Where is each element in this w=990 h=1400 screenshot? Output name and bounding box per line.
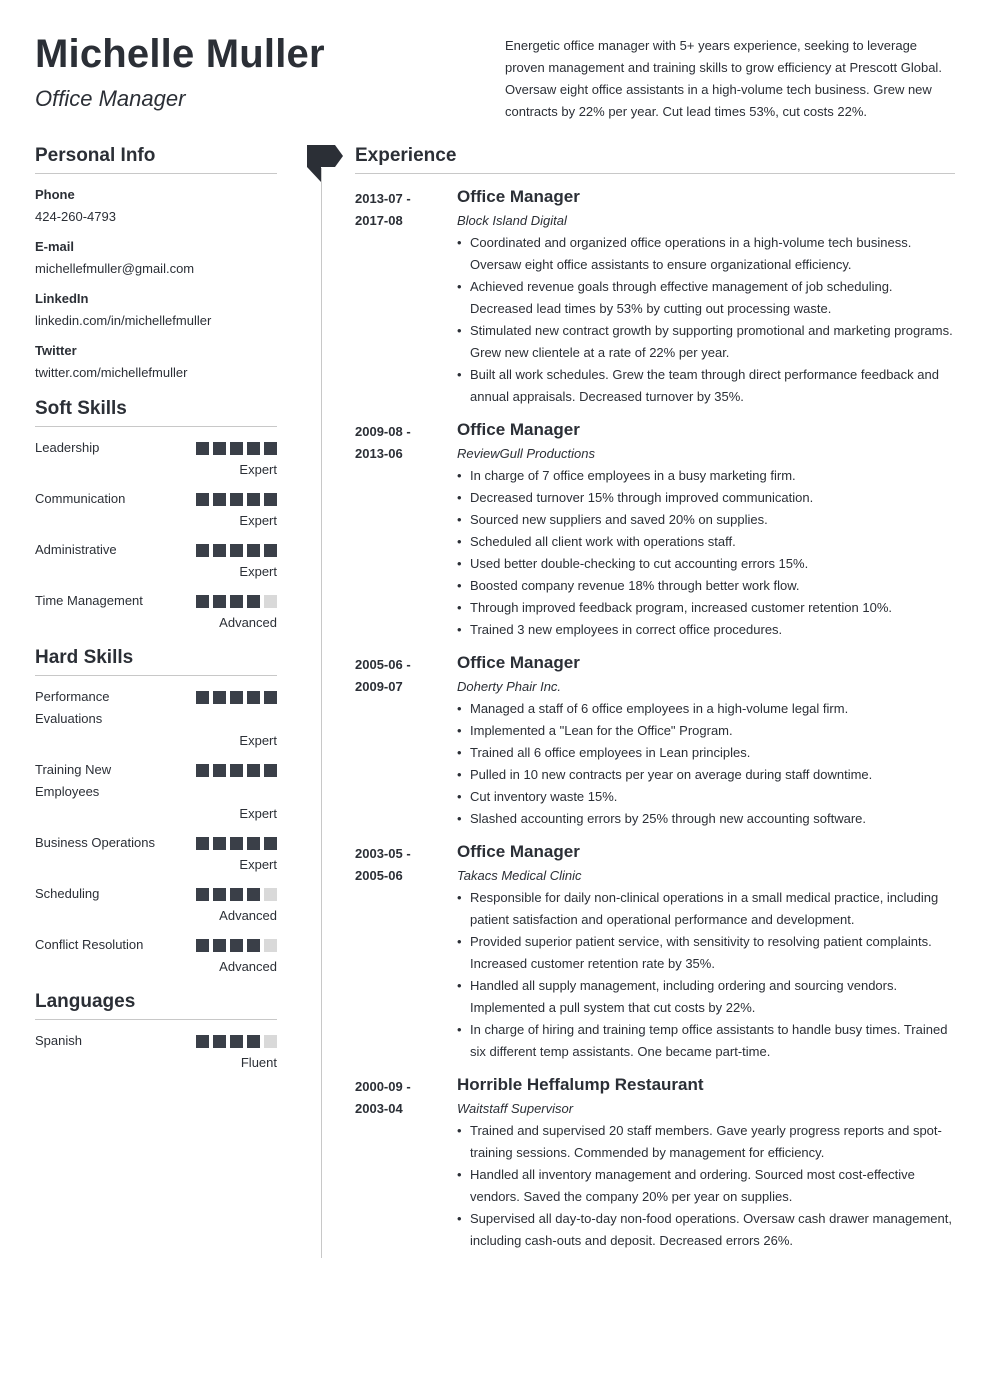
rating-dot-filled	[230, 939, 243, 952]
job-bullet: • Provided superior patient service, with sensitivity to resolving patient complaints. Increased customer retention rate by 35%.	[457, 931, 955, 975]
job-title: Office Manager	[457, 420, 580, 439]
skill-level: Expert	[239, 733, 277, 748]
rating-dot-filled	[230, 888, 243, 901]
job-body	[457, 419, 955, 641]
info-value: linkedin.com/in/michellefmuller	[35, 313, 212, 328]
skill-item	[35, 686, 277, 751]
skill-row	[35, 686, 277, 730]
skill-level: Expert	[239, 564, 277, 579]
info-value: michellefmuller@gmail.com	[35, 261, 195, 276]
rating-dot-filled	[213, 939, 226, 952]
rating-dot-filled	[213, 442, 226, 455]
rating-dot-filled	[213, 1035, 226, 1048]
job-entry	[355, 186, 955, 408]
info-label: E-mail	[35, 239, 75, 254]
skill-row	[35, 488, 277, 510]
job-bullet: • Handled all supply management, including ordering and sourcing vendors. Implemented a pull system that cut costs by 22%.	[457, 975, 955, 1019]
rating-dot-empty	[264, 888, 277, 901]
job-bullet: • Handled all inventory management and ordering. Sourced most cost-effective vendors. Saved the company 20% per year on supplies.	[457, 1164, 955, 1208]
job-bullet: • Used better double-checking to cut accounting errors 15%.	[457, 553, 955, 575]
personal-info-list	[35, 184, 277, 384]
job-company: Block Island Digital	[457, 213, 567, 228]
job-entry	[355, 1074, 955, 1252]
info-value: 424-260-4793	[35, 209, 116, 224]
job-company: Doherty Phair Inc.	[457, 679, 562, 694]
job-end-date: 2003-04	[355, 1101, 403, 1116]
info-label: Twitter	[35, 343, 77, 358]
rating-dot-filled	[213, 595, 226, 608]
info-label: Phone	[35, 187, 75, 202]
rating-dot-filled	[247, 764, 260, 777]
rating-dot-filled	[247, 691, 260, 704]
job-body	[457, 186, 955, 408]
skill-level: Expert	[239, 513, 277, 528]
soft-skills-heading: Soft Skills	[35, 398, 277, 427]
experience-section	[355, 145, 955, 1263]
job-start-date: 2013-07 -	[355, 191, 411, 206]
skill-level: Expert	[239, 806, 277, 821]
job-entry	[355, 419, 955, 641]
skill-row	[35, 934, 277, 956]
timeline-line	[321, 168, 322, 1258]
candidate-name: Michelle Muller	[35, 32, 325, 76]
info-label: LinkedIn	[35, 291, 89, 306]
skill-rating	[196, 764, 277, 777]
rating-dot-filled	[196, 493, 209, 506]
job-bullets	[457, 465, 955, 641]
flag-icon	[307, 145, 345, 183]
skill-name: Leadership	[35, 440, 100, 455]
skill-row	[35, 832, 277, 854]
job-bullet: • Cut inventory waste 15%.	[457, 786, 955, 808]
job-start-date: 2000-09 -	[355, 1079, 411, 1094]
rating-dot-filled	[247, 1035, 260, 1048]
rating-dot-filled	[264, 691, 277, 704]
info-value: twitter.com/michellefmuller	[35, 365, 188, 380]
skill-level: Expert	[239, 462, 277, 477]
rating-dot-filled	[264, 442, 277, 455]
rating-dot-filled	[230, 1035, 243, 1048]
job-bullets	[457, 698, 955, 830]
job-bullets	[457, 232, 955, 408]
skill-row	[35, 883, 277, 905]
skill-item	[35, 488, 277, 531]
job-bullet: • Through improved feedback program, increased customer retention 10%.	[457, 597, 955, 619]
job-bullet: • Managed a staff of 6 office employees in a high-volume legal firm.	[457, 698, 955, 720]
hard-skills-heading: Hard Skills	[35, 647, 277, 676]
skill-level: Expert	[239, 857, 277, 872]
rating-dot-filled	[264, 493, 277, 506]
skill-item	[35, 759, 277, 824]
job-end-date: 2017-08	[355, 213, 403, 228]
job-start-date: 2003-05 -	[355, 846, 411, 861]
job-entry	[355, 841, 955, 1063]
rating-dot-filled	[196, 939, 209, 952]
job-bullets	[457, 1120, 955, 1252]
skill-name: Time Management	[35, 593, 143, 608]
rating-dot-filled	[230, 493, 243, 506]
job-bullets	[457, 887, 955, 1063]
rating-dot-filled	[213, 544, 226, 557]
skill-rating	[196, 442, 277, 455]
job-bullet: • Supervised all day-to-day non-food operations. Oversaw cash drawer management, including cash-outs and deposit. Decreased errors 26%.	[457, 1208, 955, 1252]
skill-item	[35, 590, 277, 633]
skill-name: Scheduling	[35, 886, 100, 901]
rating-dot-filled	[213, 837, 226, 850]
job-bullet: • Coordinated and organized office operations in a high-volume tech business. Oversaw eight office assistants to ensure organizational efficiency.	[457, 232, 955, 276]
skill-name: Spanish	[35, 1033, 82, 1048]
skill-row	[35, 759, 277, 803]
rating-dot-empty	[264, 1035, 277, 1048]
job-bullet: • Boosted company revenue 18% through better work flow.	[457, 575, 955, 597]
job-bullet: • Responsible for daily non-clinical operations in a small medical practice, including patient satisfaction and operational performance and development.	[457, 887, 955, 931]
job-bullet: • Trained 3 new employees in correct office procedures.	[457, 619, 955, 641]
summary-paragraph: Energetic office manager with 5+ years experience, seeking to leverage proven management and training skills to grow efficiency at Prescott Global. Oversaw eight office assistants in a high-volume tech business. Grew new contracts by 22% per year. Cut lead times 53%, cut costs 22%.	[505, 38, 942, 119]
job-bullet: • In charge of hiring and training temp office assistants to handle busy times. Trained six different temp assistants. One became part-time.	[457, 1019, 955, 1063]
skill-item	[35, 934, 277, 977]
skill-item	[35, 539, 277, 582]
rating-dot-filled	[230, 442, 243, 455]
rating-dot-filled	[196, 837, 209, 850]
rating-dot-filled	[230, 595, 243, 608]
experience-heading: Experience	[355, 145, 955, 174]
rating-dot-filled	[247, 544, 260, 557]
left-column	[35, 145, 277, 1081]
rating-dot-filled	[213, 691, 226, 704]
skill-rating	[196, 493, 277, 506]
candidate-title: Office Manager	[35, 86, 186, 111]
job-bullet: • Trained all 6 office employees in Lean principles.	[457, 742, 955, 764]
skill-rating	[196, 939, 277, 952]
rating-dot-filled	[196, 764, 209, 777]
job-bullet: • Decreased turnover 15% through improved communication.	[457, 487, 955, 509]
skill-item	[35, 832, 277, 875]
rating-dot-filled	[230, 544, 243, 557]
rating-dot-filled	[213, 493, 226, 506]
rating-dot-filled	[196, 442, 209, 455]
job-title: Office Manager	[457, 653, 580, 672]
languages-list	[35, 1030, 277, 1073]
skill-name: Business Operations	[35, 835, 155, 850]
hard-skills-list	[35, 686, 277, 977]
rating-dot-filled	[247, 837, 260, 850]
rating-dot-filled	[264, 837, 277, 850]
job-bullet: • Built all work schedules. Grew the team through direct performance feedback and annual appraisals. Decreased turnover by 35%.	[457, 364, 955, 408]
rating-dot-filled	[264, 544, 277, 557]
skill-rating	[196, 595, 277, 608]
rating-dot-filled	[213, 888, 226, 901]
rating-dot-filled	[196, 888, 209, 901]
rating-dot-filled	[247, 939, 260, 952]
rating-dot-filled	[196, 544, 209, 557]
job-bullet: • Pulled in 10 new contracts per year on average during staff downtime.	[457, 764, 955, 786]
job-bullet: • Sourced new suppliers and saved 20% on supplies.	[457, 509, 955, 531]
skill-level: Advanced	[219, 959, 277, 974]
job-body	[457, 841, 955, 1063]
job-title: Horrible Heffalump Restaurant	[457, 1075, 704, 1094]
rating-dot-filled	[247, 442, 260, 455]
rating-dot-filled	[247, 595, 260, 608]
job-body	[457, 1074, 955, 1252]
job-company: ReviewGull Productions	[457, 446, 596, 461]
job-end-date: 2009-07	[355, 679, 403, 694]
job-dates	[355, 186, 457, 408]
rating-dot-filled	[196, 691, 209, 704]
job-start-date: 2009-08 -	[355, 424, 411, 439]
rating-dot-filled	[230, 764, 243, 777]
skill-rating	[196, 837, 277, 850]
rating-dot-filled	[264, 764, 277, 777]
job-bullet: • Trained and supervised 20 staff members. Gave yearly progress reports and spot-training sessions. Commended by management for efficiency.	[457, 1120, 955, 1164]
job-company: Takacs Medical Clinic	[457, 868, 582, 883]
soft-skills-list	[35, 437, 277, 633]
rating-dot-empty	[264, 595, 277, 608]
rating-dot-filled	[230, 691, 243, 704]
skill-row	[35, 539, 277, 561]
skill-row	[35, 437, 277, 459]
rating-dot-filled	[247, 493, 260, 506]
job-entry	[355, 652, 955, 830]
skill-level: Advanced	[219, 908, 277, 923]
rating-dot-filled	[196, 1035, 209, 1048]
personal-info-heading: Personal Info	[35, 145, 277, 174]
rating-dot-empty	[264, 939, 277, 952]
job-bullet: • Scheduled all client work with operations staff.	[457, 531, 955, 553]
skill-level: Fluent	[240, 1055, 277, 1070]
job-body	[457, 652, 955, 830]
skill-item	[35, 883, 277, 926]
job-bullet: • Stimulated new contract growth by supporting promotional and marketing programs. Grew new clientele at a rate of 22% per year.	[457, 320, 955, 364]
languages-heading: Languages	[35, 991, 277, 1020]
job-company: Waitstaff Supervisor	[457, 1101, 574, 1116]
job-bullet: • In charge of 7 office employees in a busy marketing firm.	[457, 465, 955, 487]
skill-rating	[196, 888, 277, 901]
skill-rating	[196, 544, 277, 557]
skill-name: Training New Employees	[35, 762, 112, 799]
job-dates	[355, 419, 457, 641]
rating-dot-filled	[196, 595, 209, 608]
skill-name: Administrative	[35, 542, 117, 557]
job-end-date: 2005-06	[355, 868, 403, 883]
job-end-date: 2013-06	[355, 446, 403, 461]
skill-rating	[196, 1035, 277, 1048]
job-bullet: • Slashed accounting errors by 25% through new accounting software.	[457, 808, 955, 830]
rating-dot-filled	[230, 837, 243, 850]
job-dates	[355, 652, 457, 830]
skill-name: Performance Evaluations	[35, 689, 110, 726]
jobs-list	[355, 186, 955, 1252]
job-title: Office Manager	[457, 187, 580, 206]
skill-name: Communication	[35, 491, 126, 506]
skill-item	[35, 437, 277, 480]
skill-item	[35, 1030, 277, 1073]
skill-name: Conflict Resolution	[35, 937, 144, 952]
skill-rating	[196, 691, 277, 704]
job-bullet: • Achieved revenue goals through effective management of job scheduling. Decreased lead times by 53% by cutting out processing waste.	[457, 276, 955, 320]
skill-row	[35, 590, 277, 612]
skill-row	[35, 1030, 277, 1052]
skill-level: Advanced	[219, 615, 277, 630]
rating-dot-filled	[213, 764, 226, 777]
job-start-date: 2005-06 -	[355, 657, 411, 672]
job-dates	[355, 1074, 457, 1252]
rating-dot-filled	[247, 888, 260, 901]
job-title: Office Manager	[457, 842, 580, 861]
job-dates	[355, 841, 457, 1063]
job-bullet: • Implemented a "Lean for the Office" Program.	[457, 720, 955, 742]
